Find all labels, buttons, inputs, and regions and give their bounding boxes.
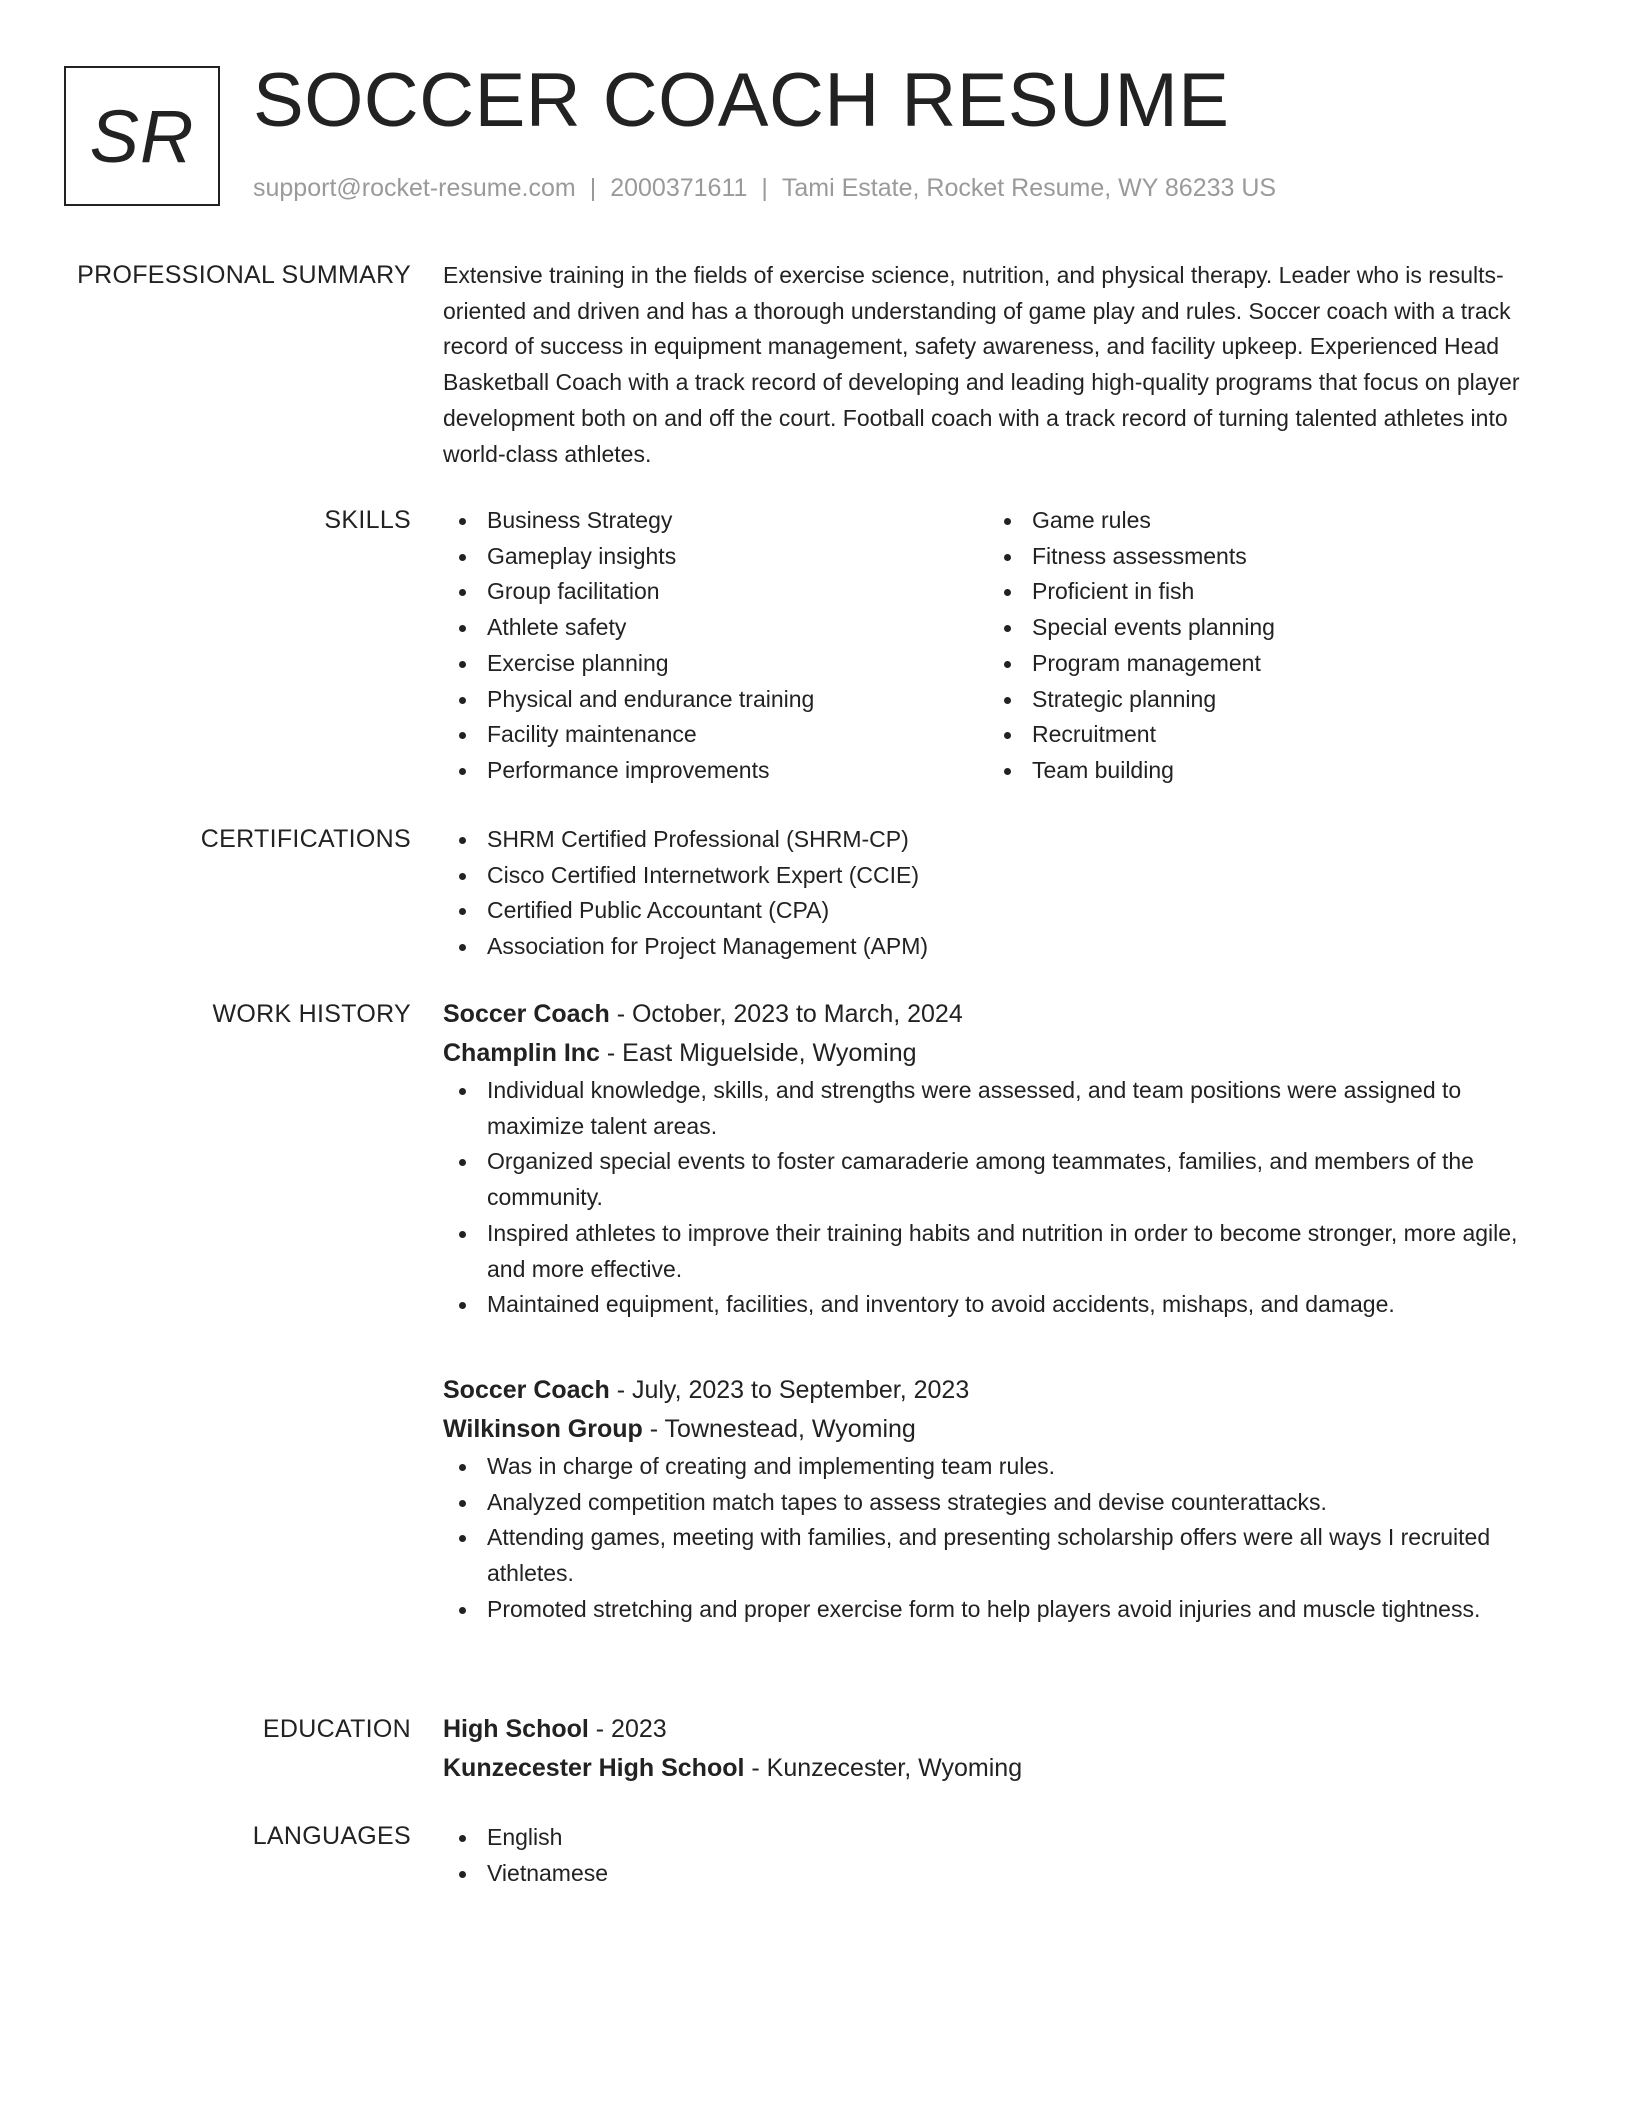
- page-title: SOCCER COACH RESUME: [253, 58, 1230, 143]
- job-duties-list: [443, 1449, 1558, 1628]
- list-item: Individual knowledge, skills, and strengths were assessed, and team positions were assigned to maximize talent areas.: [443, 1073, 1558, 1144]
- list-item: Special events planning: [988, 610, 1533, 646]
- list-item: Facility maintenance: [443, 717, 988, 753]
- list-item: Organized special events to foster camaraderie among teammates, families, and members of the community.: [443, 1144, 1558, 1215]
- list-item: Cisco Certified Internetwork Expert (CCIE): [443, 858, 1558, 894]
- list-item: Fitness assessments: [988, 539, 1533, 575]
- list-item: Recruitment: [988, 717, 1533, 753]
- contact-separator: |: [589, 174, 597, 202]
- job-company-line: [443, 1034, 1558, 1073]
- list-item: Vietnamese: [443, 1856, 1558, 1892]
- monogram-initials: SR: [89, 94, 195, 178]
- education-degree: High School: [443, 1715, 589, 1743]
- monogram-box: [64, 66, 220, 206]
- work-job-1: [443, 995, 1558, 1323]
- job-company: Wilkinson Group: [443, 1415, 643, 1443]
- list-item: Was in charge of creating and implementing team rules.: [443, 1449, 1558, 1485]
- list-item: Game rules: [988, 503, 1533, 539]
- list-item: Promoted stretching and proper exercise form to help players avoid injuries and muscle tightness.: [443, 1592, 1558, 1628]
- list-item: English: [443, 1820, 1558, 1856]
- list-item: Performance improvements: [443, 753, 988, 789]
- job-location: - Townestead, Wyoming: [642, 1415, 916, 1443]
- list-item: Association for Project Management (APM): [443, 929, 1558, 965]
- certifications-section: [443, 822, 1558, 965]
- list-item: Strategic planning: [988, 682, 1533, 718]
- work-history-heading: WORK HISTORY: [212, 1000, 411, 1028]
- languages-section: [443, 1820, 1558, 1891]
- certifications-list: [443, 822, 1558, 965]
- list-item: Attending games, meeting with families, and presenting scholarship offers were all ways I recruited athletes.: [443, 1520, 1558, 1591]
- job-title-line: [443, 995, 1558, 1034]
- contact-line: [253, 172, 1276, 204]
- summary-section: [443, 258, 1558, 472]
- list-item: Certified Public Accountant (CPA): [443, 893, 1558, 929]
- list-item: Inspired athletes to improve their training habits and nutrition in order to become stronger, more agile, and more effective.: [443, 1216, 1558, 1287]
- contact-address: Tami Estate, Rocket Resume, WY 86233 US: [781, 174, 1277, 202]
- list-item: Program management: [988, 646, 1533, 682]
- education-school: Kunzecester High School: [443, 1754, 745, 1782]
- list-item: Physical and endurance training: [443, 682, 988, 718]
- summary-text: Extensive training in the fields of exercise science, nutrition, and physical therapy. Leader who is results-oriented and driven and has a thorough understanding of game play and rules. Soccer coach with a track record of success in equipment management, safety awareness, and facility upkeep. Experienced Head Basketball Coach with a track record of developing and leading high-quality programs that focus on player development both on and off the court. Football coach with a track record of turning talented athletes into world-class athletes.: [443, 262, 1520, 467]
- skills-section: [443, 503, 1558, 789]
- summary-heading: PROFESSIONAL SUMMARY: [77, 261, 411, 289]
- work-job-2: [443, 1371, 1558, 1628]
- job-location: - East Miguelside, Wyoming: [599, 1039, 917, 1067]
- education-section: [443, 1710, 1558, 1788]
- job-dates: - July, 2023 to September, 2023: [609, 1376, 970, 1404]
- job-title-line: [443, 1371, 1558, 1410]
- skills-heading: SKILLS: [324, 506, 411, 534]
- list-item: SHRM Certified Professional (SHRM-CP): [443, 822, 1558, 858]
- education-year: - 2023: [588, 1715, 667, 1743]
- job-title: Soccer Coach: [443, 1000, 610, 1028]
- job-dates: - October, 2023 to March, 2024: [609, 1000, 963, 1028]
- education-heading: EDUCATION: [262, 1715, 411, 1743]
- list-item: Maintained equipment, facilities, and inventory to avoid accidents, mishaps, and damage.: [443, 1287, 1558, 1323]
- contact-phone: 2000371611: [610, 174, 748, 202]
- list-item: Group facilitation: [443, 574, 988, 610]
- list-item: Exercise planning: [443, 646, 988, 682]
- job-company-line: [443, 1410, 1558, 1449]
- contact-separator: |: [761, 174, 768, 202]
- list-item: Gameplay insights: [443, 539, 988, 575]
- job-duties-list: [443, 1073, 1558, 1323]
- languages-list: [443, 1820, 1558, 1891]
- certifications-heading: CERTIFICATIONS: [200, 825, 411, 853]
- languages-heading: LANGUAGES: [252, 1822, 411, 1850]
- job-company: Champlin Inc: [443, 1039, 600, 1067]
- list-item: Business Strategy: [443, 503, 988, 539]
- skills-list-right: [988, 503, 1533, 789]
- skills-list-left: [443, 503, 988, 789]
- list-item: Proficient in fish: [988, 574, 1533, 610]
- education-location: - Kunzecester, Wyoming: [744, 1754, 1023, 1782]
- education-degree-line: [443, 1710, 1558, 1749]
- job-title: Soccer Coach: [443, 1376, 610, 1404]
- contact-email: support@rocket-resume.com: [253, 174, 576, 202]
- list-item: Analyzed competition match tapes to assess strategies and devise counterattacks.: [443, 1485, 1558, 1521]
- list-item: Team building: [988, 753, 1533, 789]
- education-school-line: [443, 1749, 1558, 1788]
- list-item: Athlete safety: [443, 610, 988, 646]
